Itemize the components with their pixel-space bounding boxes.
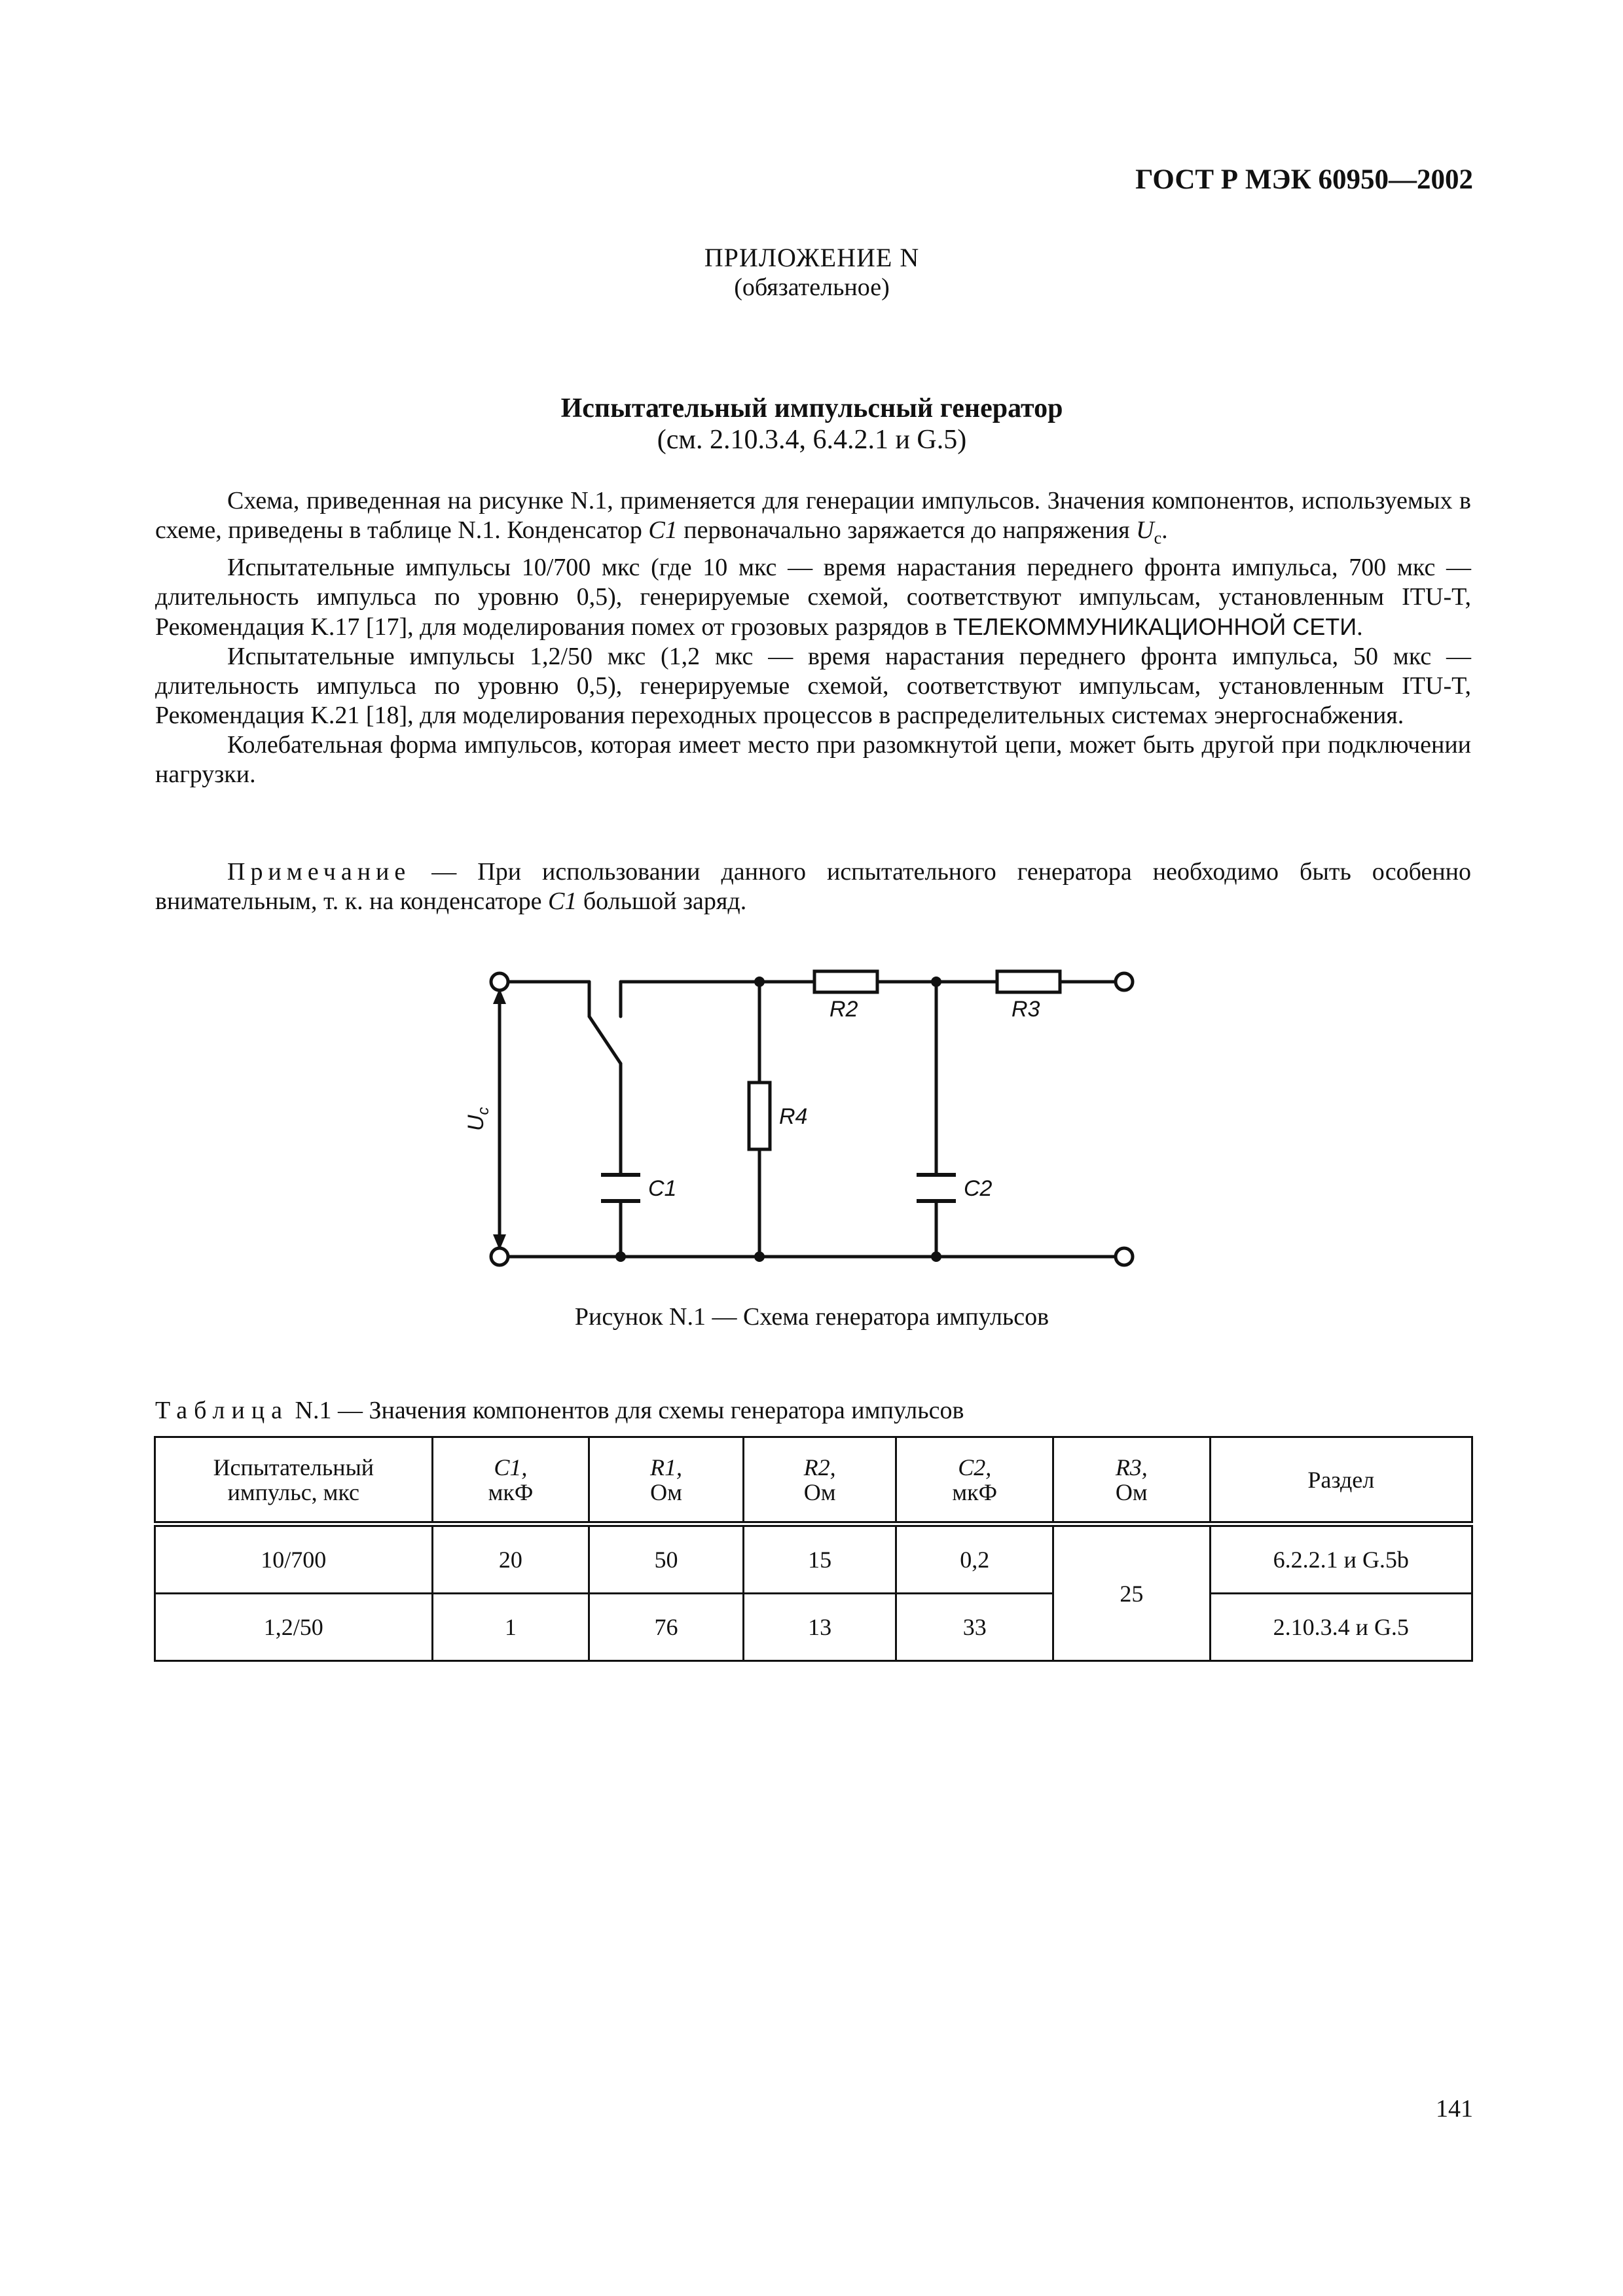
cell-r3-merged: 25 <box>1053 1524 1211 1661</box>
junction-dot <box>754 1251 765 1262</box>
cell-c1: 20 <box>432 1524 589 1594</box>
cell-r1: 76 <box>589 1594 744 1661</box>
section-references: (см. 2.10.3.4, 6.4.2.1 и G.5) <box>657 425 967 455</box>
terminal-bottom-left <box>491 1248 508 1265</box>
paragraph-1: Схема, приведенная на рисунке N.1, применяется для генерации импульсов. Значения компонентов, используемых в схеме, приведены в таблице N.1. Конденсатор C1 первоначально заряжается до напряжения $U_c$. <box>155 487 1471 548</box>
label-c1: C1 <box>648 1176 677 1201</box>
cell-test-pulse: 1,2/50 <box>155 1594 433 1661</box>
table-row <box>155 1594 1472 1661</box>
note-label: Примечание <box>227 858 411 886</box>
header-section: Раздел <box>1210 1437 1472 1524</box>
resistor-r2 <box>814 971 877 992</box>
appendix-title: ПРИЛОЖЕНИЕ N <box>704 243 920 272</box>
label-r2: R2 <box>830 997 858 1022</box>
cell-test-pulse: 10/700 <box>155 1524 433 1594</box>
appendix-status: (обязательное) <box>734 274 890 301</box>
header-r1: R1, Ом <box>589 1437 744 1524</box>
label-c2: C2 <box>964 1176 993 1201</box>
cell-c1: 1 <box>432 1594 589 1661</box>
component-values-table <box>154 1436 1473 1662</box>
telecom-network-term: ТЕЛЕКОММУНИКАЦИОННОЙ СЕТИ <box>953 613 1357 640</box>
header-c1: C1, мкФ <box>432 1437 589 1524</box>
header-c2: C2, мкФ <box>896 1437 1053 1524</box>
cell-r2: 13 <box>743 1594 896 1661</box>
note: Примечание — При использовании данного испытательного генератора необходимо быть особенно внимательным, т. к. на конденсаторе C1 большой заряд. <box>155 858 1471 915</box>
resistor-r3 <box>997 971 1060 992</box>
paragraph-4: Колебательная форма импульсов, которая имеет место при разомкнутой цепи, может быть другой при подключении нагрузки. <box>155 730 1471 788</box>
cell-section: 6.2.2.1 и G.5b <box>1210 1524 1472 1594</box>
cell-c2: 33 <box>896 1594 1053 1661</box>
table-caption: Таблица N.1 — Значения компонентов для схемы генератора импульсов <box>155 1397 964 1424</box>
cell-section: 2.10.3.4 и G.5 <box>1210 1594 1472 1661</box>
terminal-top-left <box>491 973 508 990</box>
header-r3: R3, Ом <box>1053 1437 1211 1524</box>
label-uc: $U_c$ <box>464 1107 492 1131</box>
junction-dot <box>615 1251 626 1262</box>
resistor-r4 <box>749 1083 770 1149</box>
terminal-bottom-right <box>1116 1248 1133 1265</box>
voltage-arrowhead-up <box>493 988 506 1004</box>
c1-ref: C1 <box>648 516 678 544</box>
cell-r1: 50 <box>589 1524 744 1594</box>
junction-dot <box>754 977 765 987</box>
paragraph-2: Испытательные импульсы 10/700 мкс (где 10 мкс — время нарастания переднего фронта импульса, 700 мкс — длительность импульса по уровню 0,5), генерируемые схемой, соответствуют импульсам, установленным ITU-T, Рекомендация K.17 [17], для моделирования помех от грозовых разрядов в ТЕЛЕКОММУНИКАЦИОННОЙ СЕТИ. <box>155 553 1471 641</box>
switch-blade <box>589 1016 621 1064</box>
label-r3: R3 <box>1012 997 1040 1022</box>
page-number: 141 <box>1436 2095 1473 2123</box>
paragraph-3: Испытательные импульсы 1,2/50 мкс (1,2 мкс — время нарастания переднего фронта импульса, 50 мкс — длительность импульса по уровню 0,5), генерируемые схемой, соответствуют импульсам, установленным ITU-T, Рекомендация K.21 [18], для моделирования переходных процессов в распределительных системах энергоснабжения. <box>155 642 1471 729</box>
table-header-row <box>155 1437 1472 1524</box>
figure-caption: Рисунок N.1 — Схема генератора импульсов <box>574 1303 1049 1331</box>
voltage-arrowhead-down <box>493 1234 506 1250</box>
table-row <box>155 1524 1472 1594</box>
terminal-top-right <box>1116 973 1133 990</box>
body-paragraphs <box>155 486 1471 789</box>
junction-dot <box>931 1251 941 1262</box>
cell-c2: 0,2 <box>896 1524 1053 1594</box>
section-title: Испытательный импульсный генератор <box>560 393 1063 423</box>
label-r4: R4 <box>779 1104 808 1129</box>
header-r2: R2, Ом <box>743 1437 896 1524</box>
cell-r2: 15 <box>743 1524 896 1594</box>
junction-dot <box>931 977 941 987</box>
header-test-pulse: Испытательный импульс, мкс <box>155 1437 433 1524</box>
document-standard-header: ГОСТ Р МЭК 60950—2002 <box>1135 164 1473 195</box>
